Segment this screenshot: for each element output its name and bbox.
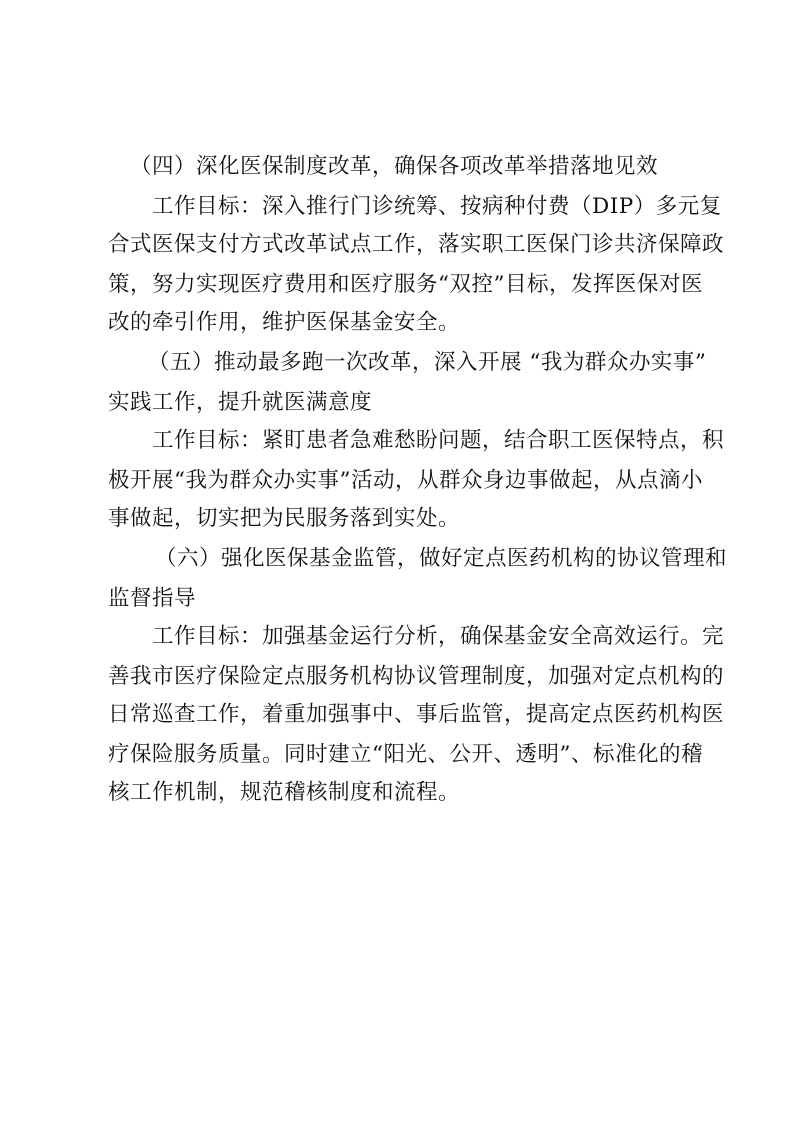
section-6-body-line-4: 疗保险服务质量。同时建立“阳光、公开、透明”、标准化的稽 [108, 742, 703, 767]
section-4-body-line-4: 改的牵引作用，维护医保基金安全。 [108, 310, 461, 335]
section-6-body-line-3: 日常巡查工作，着重加强事中、事后监管，提高定点医药机构医 [108, 702, 725, 727]
section-6-heading-line-2: 监督指导 [108, 586, 197, 611]
section-5-body-line-3: 事做起，切实把为民服务落到实处。 [108, 506, 461, 531]
section-4-heading: （四）深化医保制度改革，确保各项改革举措落地见效 [130, 154, 659, 179]
section-6-heading-line-1: （六）强化医保基金监管，做好定点医药机构的协议管理和 [155, 546, 728, 571]
section-6-body-line-1: 工作目标：加强基金运行分析，确保基金安全高效运行。完 [152, 624, 725, 649]
section-4-body-line-3: 策，努力实现医疗费用和医疗服务“双控”目标，发挥医保对医 [108, 272, 703, 297]
section-5-body-line-2: 极开展“我为群众办实事”活动，从群众身边事做起，从点滴小 [108, 468, 703, 493]
section-5-body-line-1: 工作目标：紧盯患者急难愁盼问题，结合职工医保特点，积 [152, 428, 725, 453]
section-4-body-line-2: 合式医保支付方式改革试点工作，落实职工医保门诊共济保障政 [108, 232, 725, 257]
section-6-body-line-5: 核工作机制，规范稽核制度和流程。 [108, 780, 461, 805]
section-5-heading-line-1: （五）推动最多跑一次改革，深入开展 “我为群众办实事” [148, 350, 707, 375]
section-6-body-line-2: 善我市医疗保险定点服务机构协议管理制度，加强对定点机构的 [108, 664, 725, 689]
section-5-heading-line-2: 实践工作，提升就医满意度 [108, 390, 373, 415]
section-4-body-line-1: 工作目标：深入推行门诊统筹、按病种付费（DIP）多元复 [152, 194, 722, 219]
